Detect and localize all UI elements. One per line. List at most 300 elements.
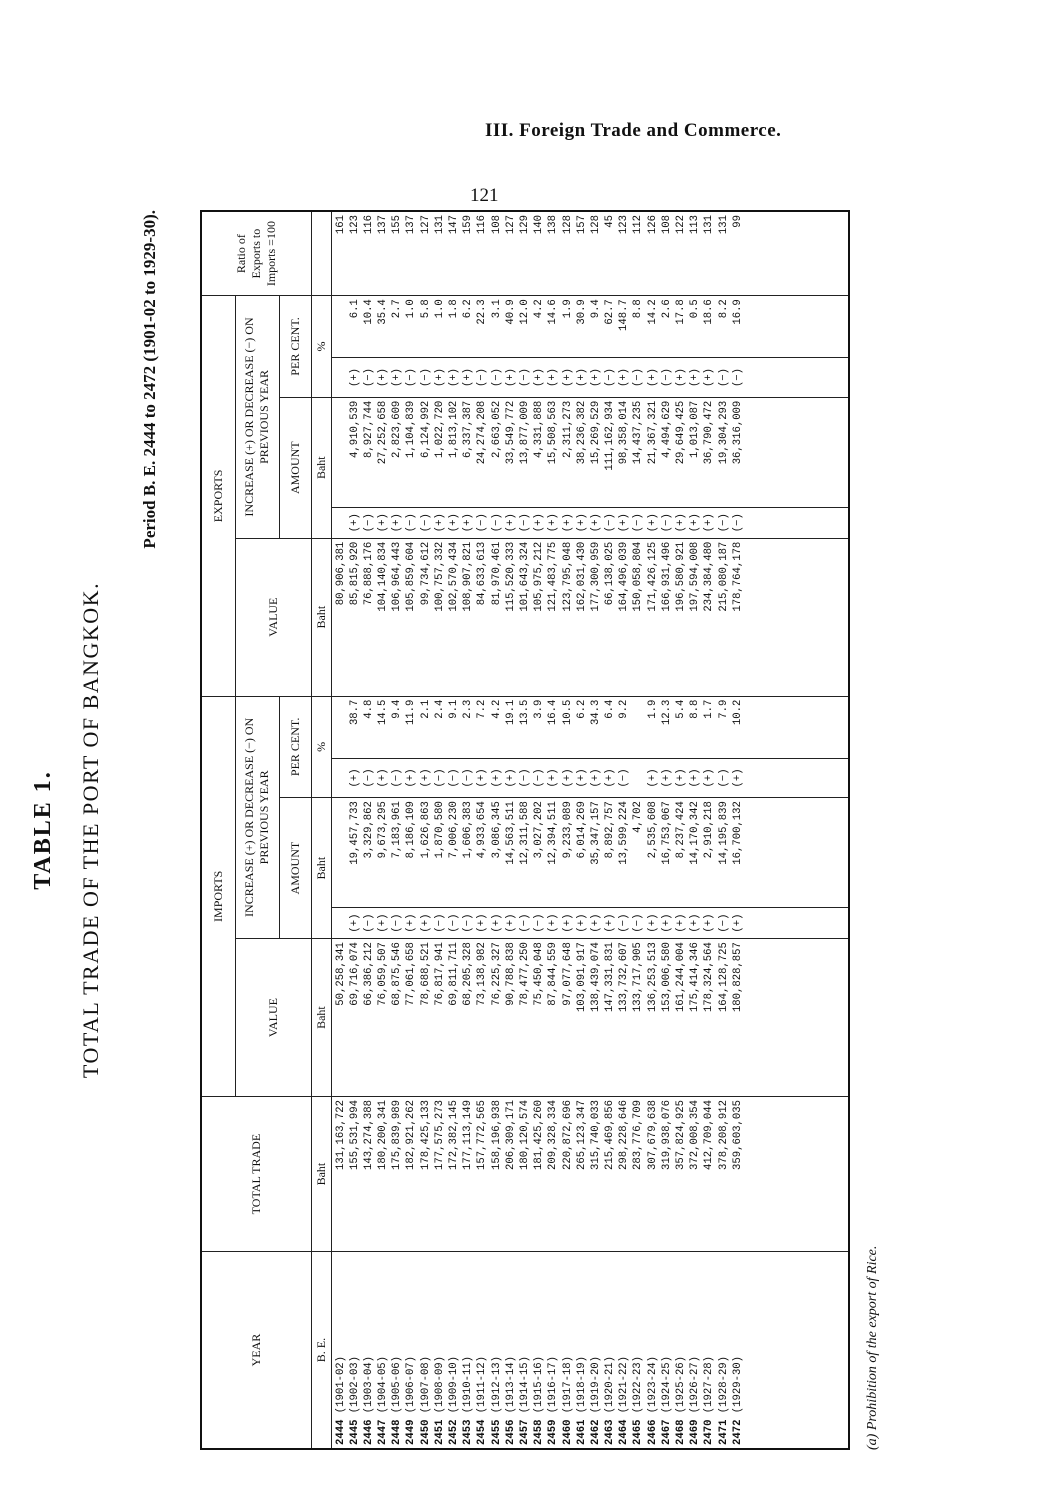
year-be: 2444 (334, 1419, 347, 1445)
cell-r: 128 (561, 215, 574, 235)
year-cell (660, 1255, 674, 1445)
cell-ev: 81,970,461 (490, 541, 503, 606)
year-cell (433, 1255, 447, 1445)
cell-is: (−) (433, 913, 446, 933)
cell-is: (+) (675, 913, 687, 933)
cell-r: 131 (717, 215, 730, 235)
cell-es: (+) (533, 513, 546, 533)
cell-es: (+) (703, 513, 716, 533)
cell-iv: 76,059,507 (377, 942, 390, 1006)
cell-es: (+) (561, 513, 574, 533)
year-be: 2453 (462, 1419, 475, 1445)
cell-es: (−) (717, 513, 730, 533)
cell-ips: (+) (405, 768, 418, 788)
cell-total: 155,531,994 (348, 1100, 361, 1170)
year-be: 2459 (547, 1419, 560, 1445)
cell-r: 137 (405, 215, 418, 235)
cell-ia: 9,233,089 (561, 801, 574, 859)
cell-eps: (−) (660, 367, 673, 388)
cell-ea: 36,316,009 (731, 400, 744, 465)
cell-eps: (−) (632, 367, 645, 388)
year-ad: (1925-26) (675, 1355, 687, 1420)
cell-ep: 8.2 (717, 299, 730, 319)
cell-ia: 1,870,580 (433, 801, 446, 859)
cell-ep: 14.2 (646, 299, 659, 325)
year-be: 2456 (504, 1419, 517, 1445)
cell-iv: 78,477,250 (518, 942, 531, 1006)
cell-r: 112 (632, 215, 645, 235)
cell-total: 143,274,388 (362, 1100, 375, 1170)
cell-ev: 164,496,039 (618, 541, 631, 612)
imports-percent-sign-column (331, 758, 849, 797)
cell-ea: 24,274,208 (476, 400, 489, 465)
cell-ev: 234,384,480 (703, 541, 716, 612)
cell-r: 123 (348, 215, 361, 235)
cell-es: (+) (646, 513, 659, 533)
cell-ev: 123,795,048 (561, 541, 574, 612)
cell-ep: 10.4 (362, 299, 375, 325)
year-be: 2469 (689, 1419, 702, 1445)
header-imports-value: VALUE (235, 939, 311, 1097)
year-cell (702, 1255, 716, 1445)
cell-es: (+) (504, 513, 517, 533)
cell-eps: (+) (547, 367, 560, 388)
cell-is: (+) (604, 913, 617, 933)
year-cell (461, 1255, 475, 1445)
cell-ips: (−) (391, 768, 404, 788)
cell-ip: 5.4 (675, 699, 687, 719)
cell-ep: 3.1 (490, 299, 503, 319)
cell-r: 127 (419, 215, 432, 235)
cell-es: (+) (433, 513, 446, 533)
cell-ep: 40.9 (504, 299, 517, 325)
cell-ep: 4.2 (533, 299, 546, 319)
cell-total: 298,228,646 (618, 1100, 631, 1170)
header-imports-inc-dec: INCREASE (+) OR DECREASE (−) ON PREVIOUS YEAR (235, 696, 279, 939)
unit-exports-amount: Baht (311, 397, 331, 538)
year-ad: (1921-22) (618, 1355, 631, 1420)
cell-is: (+) (660, 913, 673, 933)
unit-ratio (311, 211, 331, 296)
cell-es: (+) (589, 513, 602, 533)
cell-ep: 6.2 (462, 299, 475, 319)
cell-total: 177,575,273 (433, 1100, 446, 1170)
cell-es: (+) (391, 513, 404, 533)
year-cell (603, 1255, 617, 1445)
year-ad: (1910-11) (462, 1355, 475, 1420)
year-cell (348, 1255, 362, 1445)
cell-ip: 4.2 (490, 699, 503, 719)
cell-ia: 7,183,961 (391, 801, 404, 859)
cell-es: (−) (731, 513, 744, 533)
cell-r: 131 (703, 215, 716, 235)
year-cell (532, 1255, 546, 1445)
year-ad: (1927-28) (703, 1355, 716, 1420)
year-cell (631, 1255, 645, 1445)
cell-ea: 1,104,839 (405, 400, 418, 458)
cell-ips: (+) (419, 768, 432, 788)
cell-eps: (−) (717, 367, 730, 388)
cell-ev: 99,734,612 (419, 541, 432, 606)
cell-ia: 4,933,654 (476, 801, 489, 859)
cell-ea: 4,331,888 (533, 400, 546, 458)
cell-ep: 148.7 (618, 299, 631, 331)
cell-ea: 38,236,382 (575, 400, 588, 465)
cell-ev: 84,633,613 (476, 541, 489, 606)
year-be: 2446 (362, 1419, 375, 1445)
cell-ea: 2,823,609 (391, 400, 404, 458)
cell-eps: (+) (575, 367, 588, 388)
cell-r: 108 (490, 215, 503, 235)
running-header: III. Foreign Trade and Commerce. (485, 120, 782, 141)
cell-ea: 8,927,744 (362, 400, 375, 458)
cell-is: (−) (717, 913, 730, 933)
cell-ip: 19.1 (504, 699, 517, 726)
cell-eps: (−) (604, 367, 617, 388)
cell-ia: 1,626,863 (419, 801, 432, 859)
cell-ia: 1,606,383 (462, 801, 475, 859)
cell-ev: 197,594,008 (689, 541, 702, 612)
cell-ips: (−) (448, 768, 460, 788)
cell-ev: 106,964,443 (391, 541, 404, 612)
cell-iv: 90,788,838 (504, 942, 517, 1006)
year-ad: (1918-19) (575, 1355, 588, 1420)
table-title-block (20, 210, 190, 1450)
year-ad: (1908-09) (433, 1355, 446, 1420)
year-cell (390, 1255, 404, 1445)
cell-iv: 180,828,857 (731, 942, 744, 1013)
cell-r: 155 (391, 215, 404, 235)
cell-is: (+) (377, 913, 390, 933)
cell-ev: 102,570,434 (448, 541, 460, 612)
cell-ev: 100,757,332 (433, 541, 446, 612)
year-cell (334, 1255, 348, 1445)
cell-ips: (+) (589, 768, 602, 788)
cell-es: (+) (618, 513, 631, 533)
header-year: YEAR (201, 1252, 311, 1449)
cell-iv: 50,258,341 (334, 942, 347, 1006)
cell-ip: 1.7 (703, 699, 716, 719)
cell-total: 131,163,722 (334, 1100, 347, 1170)
cell-ip: 1.9 (646, 699, 659, 719)
cell-total: 372,008,354 (689, 1100, 702, 1170)
cell-ea: 6,124,992 (419, 400, 432, 458)
cell-is: (−) (362, 913, 375, 933)
cell-total: 181,425,260 (533, 1100, 546, 1170)
cell-is: (+) (504, 913, 517, 933)
footnote: (a) Prohibition of the export of Rice. (865, 1245, 880, 1450)
cell-ev: 66,138,025 (604, 541, 617, 606)
cell-ep: 22.3 (476, 299, 489, 325)
cell-ep: 8.8 (632, 299, 645, 319)
header-exports-inc-dec: INCREASE (+) OR DECREASE (−) ON PREVIOUS YEAR (235, 296, 279, 539)
cell-eps: (−) (518, 367, 531, 388)
cell-is: (+) (561, 913, 574, 933)
cell-ips: (+) (348, 768, 361, 788)
year-be: 2461 (575, 1419, 588, 1445)
cell-ia: 16,700,132 (731, 801, 744, 865)
cell-ea: 2,311,273 (561, 400, 574, 458)
cell-eps: (+) (689, 367, 702, 388)
year-ad: (1914-15) (518, 1355, 531, 1420)
cell-is: (+) (575, 913, 588, 933)
cell-is: (+) (547, 913, 560, 933)
cell-r: 131 (433, 215, 446, 235)
cell-iv: 76,225,327 (490, 942, 503, 1006)
cell-ea (334, 401, 348, 504)
cell-ips: (−) (433, 768, 446, 788)
cell-ip: 38.7 (348, 699, 361, 726)
rotated-table-page (30, 210, 900, 1450)
year-ad: (1920-21) (604, 1355, 617, 1420)
exports-percent-column (331, 296, 849, 358)
cell-ia: 14,195,839 (717, 801, 730, 865)
cell-iv: 66,386,212 (362, 942, 375, 1006)
cell-ips: (+) (646, 768, 659, 788)
cell-ea: 29,649,425 (675, 400, 687, 465)
cell-ia: 14,170,342 (689, 801, 702, 865)
year-cell (504, 1255, 518, 1445)
unit-imports-amount: Baht (311, 798, 331, 939)
cell-es: (+) (462, 513, 475, 533)
exports-value-column (331, 538, 849, 696)
cell-ia: 13,599,224 (618, 801, 631, 865)
year-be: 2452 (448, 1419, 460, 1445)
cell-total: 357,824,925 (675, 1100, 687, 1170)
year-column (331, 1252, 849, 1449)
cell-r: 140 (533, 215, 546, 235)
unit-year: B. E. (311, 1252, 331, 1449)
cell-ev: 177,300,959 (589, 541, 602, 612)
year-ad: (1917-18) (561, 1355, 574, 1420)
cell-ev: 104,140,834 (377, 541, 390, 612)
cell-total: 265,123,347 (575, 1100, 588, 1170)
cell-ip: 9.4 (391, 699, 404, 719)
cell-ev: 85,815,920 (348, 541, 361, 606)
cell-eps: (+) (561, 367, 574, 388)
cell-ia: 19,457,733 (348, 801, 361, 865)
header-imports: IMPORTS (201, 696, 235, 1096)
year-cell (419, 1255, 433, 1445)
cell-es: (−) (476, 513, 489, 533)
cell-ia: 12,311,588 (518, 801, 531, 865)
cell-ips: (−) (533, 768, 546, 788)
imports-percent-column (331, 696, 849, 758)
year-ad: (1905-06) (391, 1355, 404, 1420)
cell-ia: 2,535,608 (646, 801, 659, 859)
cell-ea: 1,013,087 (689, 400, 702, 458)
cell-eps: (+) (433, 367, 446, 388)
cell-total: 315,740,033 (589, 1100, 602, 1170)
cell-ep: 62.7 (604, 299, 617, 325)
cell-ea: 4,494,629 (660, 400, 673, 458)
cell-total: 220,872,696 (561, 1100, 574, 1170)
cell-ip: 2.1 (419, 699, 432, 719)
cell-ip: 6.4 (604, 699, 617, 719)
cell-iv: 136,253,513 (646, 942, 659, 1013)
cell-is: (+) (589, 913, 602, 933)
cell-ips: (+) (660, 768, 673, 788)
header-total-trade: TOTAL TRADE (201, 1097, 311, 1252)
cell-ia: 6,014,269 (575, 801, 588, 859)
cell-ips: (+) (547, 768, 560, 788)
year-be: 2467 (660, 1419, 673, 1445)
cell-ips: (+) (561, 768, 574, 788)
cell-es: (−) (660, 513, 673, 533)
cell-ip: 6.2 (575, 699, 588, 719)
year-ad: (1926-27) (689, 1355, 702, 1420)
cell-ia: 7,006,230 (448, 801, 460, 859)
cell-ev: 166,931,496 (660, 541, 673, 612)
cell-eps: (+) (504, 367, 517, 388)
table-body-row (331, 211, 849, 1449)
cell-ep: 1.8 (448, 299, 460, 319)
cell-iv: 164,128,725 (717, 942, 730, 1013)
cell-ev: 108,907,821 (462, 541, 475, 612)
year-cell (646, 1255, 660, 1445)
cell-ips: (+) (476, 768, 489, 788)
cell-ip: 11.9 (405, 699, 418, 726)
header-exports: EXPORTS (201, 296, 235, 696)
cell-is: (+) (731, 913, 744, 933)
cell-ips: (−) (618, 768, 631, 788)
cell-iv: 147,331,831 (604, 942, 617, 1013)
header-imports-percent: PER CENT. (279, 696, 311, 798)
cell-r: 147 (448, 215, 460, 235)
cell-r: 137 (377, 215, 390, 235)
cell-ep: 12.0 (518, 299, 531, 325)
cell-eps: (+) (348, 367, 361, 388)
cell-eps: (+) (646, 367, 659, 388)
cell-eps: (−) (405, 367, 418, 388)
year-ad: (1904-05) (377, 1355, 390, 1420)
table-label: TABLE 1. (30, 770, 56, 890)
cell-ips (334, 762, 348, 794)
cell-is: (−) (448, 913, 460, 933)
cell-ea: 14,437,235 (632, 400, 645, 465)
cell-ip: 9.2 (618, 699, 631, 719)
cell-es (334, 511, 348, 535)
cell-es: (−) (518, 513, 531, 533)
cell-ea: 15,269,529 (589, 400, 602, 465)
cell-total: 412,709,044 (703, 1100, 716, 1170)
year-ad: (1912-13) (490, 1355, 503, 1420)
cell-ip: 3.9 (533, 699, 546, 719)
year-cell (447, 1255, 461, 1445)
cell-r: 159 (462, 215, 475, 235)
cell-ep (334, 299, 348, 354)
year-be: 2447 (377, 1419, 390, 1445)
ratio-column (331, 211, 849, 296)
cell-iv: 69,716,074 (348, 942, 361, 1006)
year-be: 2460 (561, 1419, 574, 1445)
cell-ep: 30.9 (575, 299, 588, 325)
cell-ip: 7.2 (476, 699, 489, 719)
cell-es: (−) (362, 513, 375, 533)
year-be: 2462 (589, 1419, 602, 1445)
cell-total: 180,120,574 (518, 1100, 531, 1170)
cell-r: 108 (660, 215, 673, 235)
cell-ia: 8,892,757 (604, 801, 617, 859)
year-be: 2472 (731, 1419, 744, 1445)
cell-iv: 175,414,346 (689, 942, 702, 1013)
year-ad: (1907-08) (419, 1355, 432, 1420)
cell-ips: (+) (731, 768, 744, 788)
year-cell (376, 1255, 390, 1445)
header-exports-amount: AMOUNT (279, 397, 311, 538)
cell-ips: (+) (604, 768, 617, 788)
year-be: 2463 (604, 1419, 617, 1445)
year-be: 2465 (632, 1419, 645, 1445)
year-cell (688, 1255, 702, 1445)
year-ad: (1919-20) (589, 1355, 602, 1420)
cell-is: (+) (703, 913, 716, 933)
cell-r: 113 (689, 215, 702, 235)
year-ad: (1913-14) (504, 1355, 517, 1420)
cell-r: 122 (675, 215, 687, 235)
cell-ev: 196,580,921 (675, 541, 687, 612)
cell-ea: 1,022,720 (433, 400, 446, 458)
cell-eps: (+) (462, 367, 475, 388)
cell-iv: 77,061,658 (405, 942, 418, 1006)
cell-eps: (−) (731, 367, 744, 388)
cell-ips: (+) (490, 768, 503, 788)
cell-ep: 14.6 (547, 299, 560, 325)
cell-ip: 13.5 (518, 699, 531, 726)
cell-ea: 2,663,052 (490, 400, 503, 458)
cell-ep: 1.0 (433, 299, 446, 319)
header-exports-percent: PER CENT. (279, 296, 311, 398)
cell-ep: 2.6 (660, 299, 673, 319)
cell-iv: 138,439,074 (589, 942, 602, 1013)
cell-ev: 80,906,381 (334, 541, 347, 606)
cell-total: 359,603,035 (731, 1100, 744, 1170)
cell-ep: 2.7 (391, 299, 404, 319)
cell-eps: (+) (391, 367, 404, 388)
cell-r: 129 (518, 215, 531, 235)
cell-r: 116 (362, 215, 375, 235)
year-cell (490, 1255, 504, 1445)
cell-ips: (−) (518, 768, 531, 788)
cell-ep: 5.8 (419, 299, 432, 319)
cell-ep: 18.6 (703, 299, 716, 325)
cell-es: (+) (547, 513, 560, 533)
cell-ips: (−) (717, 768, 730, 788)
cell-ea: 13,877,009 (518, 400, 531, 465)
cell-total: 172,382,145 (448, 1100, 460, 1170)
cell-r: 161 (334, 215, 347, 235)
cell-iv: 103,091,917 (575, 942, 588, 1013)
cell-r: 126 (646, 215, 659, 235)
cell-ep: 9.4 (589, 299, 602, 319)
trade-table (200, 210, 850, 1450)
year-cell (518, 1255, 532, 1445)
cell-ia: 9,673,295 (377, 801, 390, 859)
cell-ip: 10.5 (561, 699, 574, 726)
cell-ea: 15,508,563 (547, 400, 560, 465)
year-ad: (1922-23) (632, 1355, 645, 1420)
cell-ev: 150,058,804 (632, 541, 645, 612)
cell-ip: 16.4 (547, 699, 560, 726)
cell-ep: 0.5 (689, 299, 702, 319)
cell-iv: 153,006,580 (660, 942, 673, 1013)
cell-ia: 16,753,067 (660, 801, 673, 865)
cell-es: (−) (632, 513, 645, 533)
cell-is: (+) (348, 913, 361, 933)
cell-is: (+) (419, 913, 432, 933)
year-cell (731, 1255, 745, 1445)
imports-sign-column (331, 908, 849, 939)
